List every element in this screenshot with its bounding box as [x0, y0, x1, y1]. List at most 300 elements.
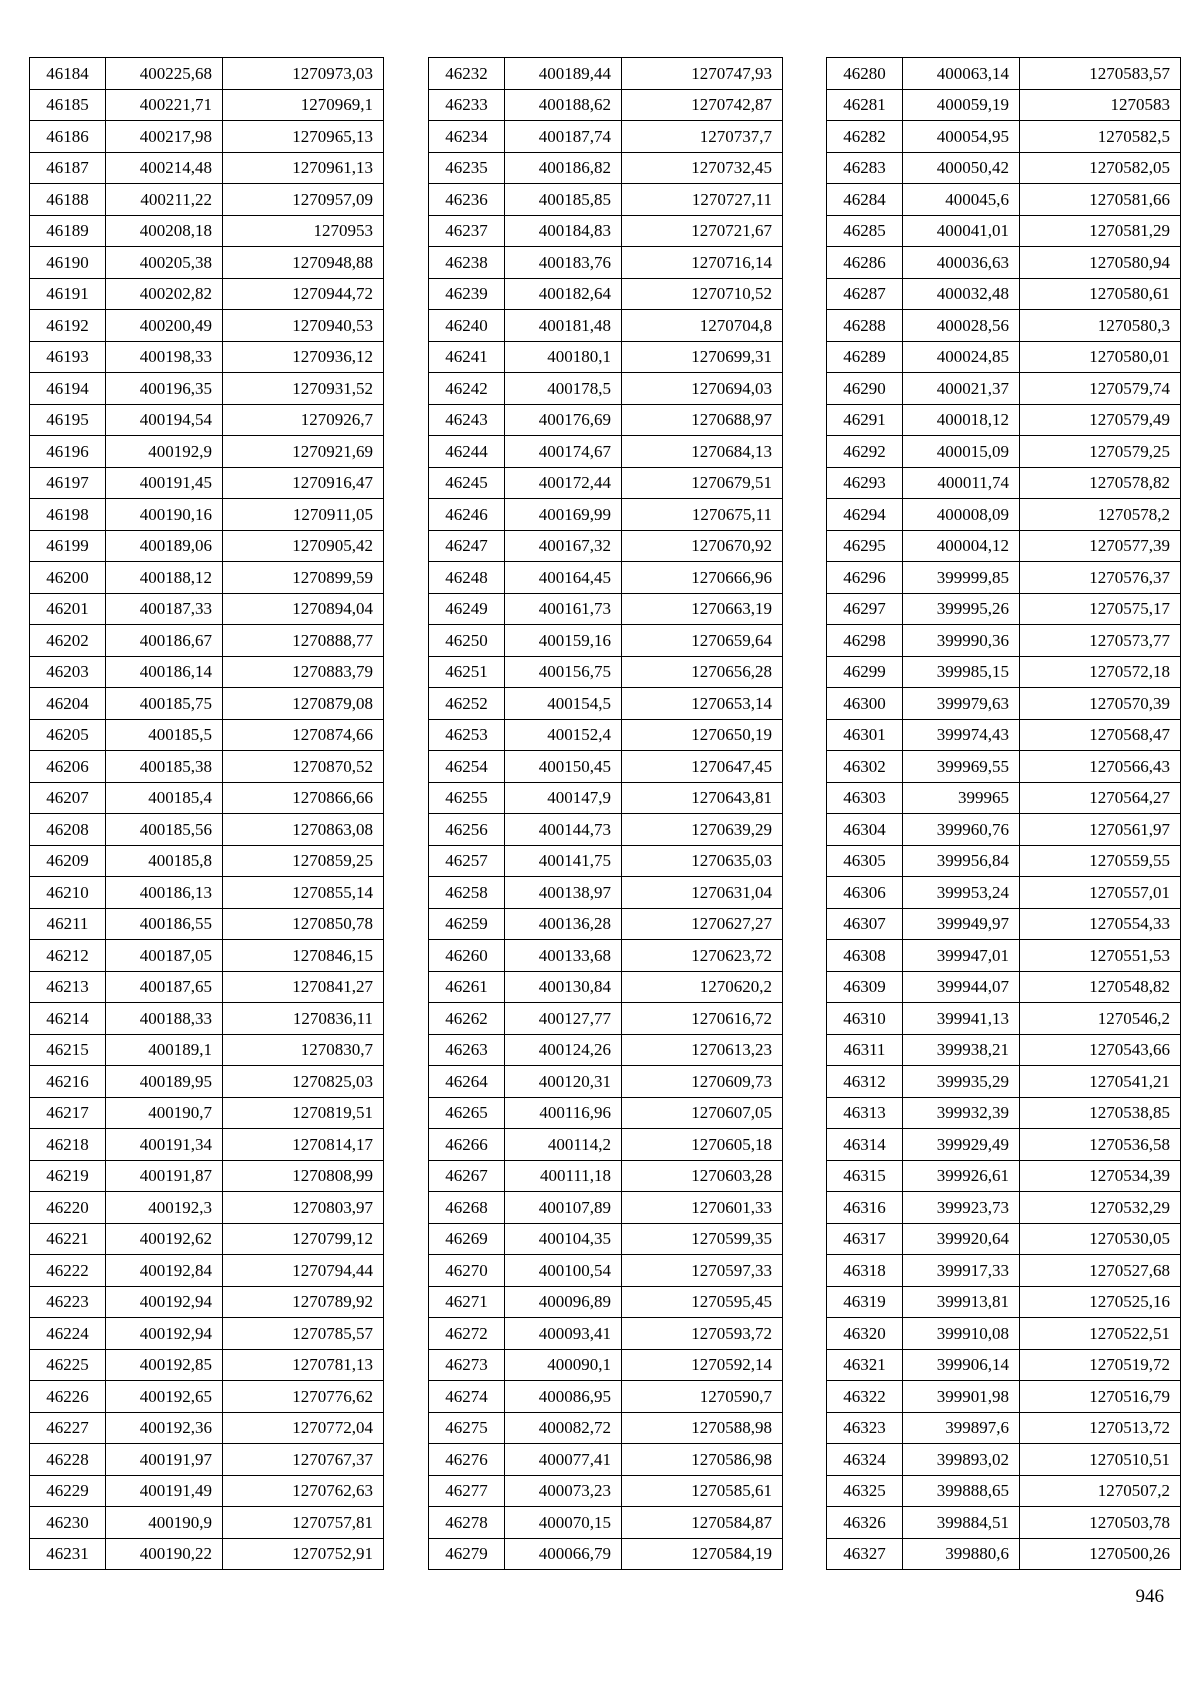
point-number: 46209 — [30, 845, 106, 877]
y-coordinate: 1270620,2 — [622, 971, 783, 1003]
y-coordinate: 1270727,11 — [622, 184, 783, 216]
point-number: 46275 — [429, 1412, 505, 1444]
table-row — [827, 247, 1181, 279]
point-number: 46238 — [429, 247, 505, 279]
y-coordinate: 1270647,45 — [622, 751, 783, 783]
table-row — [429, 782, 783, 814]
y-coordinate: 1270684,13 — [622, 436, 783, 468]
table-row — [429, 1412, 783, 1444]
y-coordinate: 1270752,91 — [223, 1538, 384, 1570]
x-coordinate: 400185,75 — [106, 688, 223, 720]
y-coordinate: 1270538,85 — [1020, 1097, 1181, 1129]
point-number: 46324 — [827, 1444, 903, 1476]
table-row — [827, 1475, 1181, 1507]
table-row — [30, 1255, 384, 1287]
table-row — [429, 530, 783, 562]
y-coordinate: 1270582,5 — [1020, 121, 1181, 153]
x-coordinate: 400130,84 — [505, 971, 622, 1003]
x-coordinate: 400184,83 — [505, 215, 622, 247]
coordinate-table-1 — [29, 57, 384, 1570]
point-number: 46229 — [30, 1475, 106, 1507]
y-coordinate: 1270874,66 — [223, 719, 384, 751]
y-coordinate: 1270516,79 — [1020, 1381, 1181, 1413]
y-coordinate: 1270888,77 — [223, 625, 384, 657]
y-coordinate: 1270525,16 — [1020, 1286, 1181, 1318]
table-row — [429, 1192, 783, 1224]
y-coordinate: 1270905,42 — [223, 530, 384, 562]
point-number: 46217 — [30, 1097, 106, 1129]
x-coordinate: 400185,8 — [106, 845, 223, 877]
point-number: 46287 — [827, 278, 903, 310]
y-coordinate: 1270584,87 — [622, 1507, 783, 1539]
x-coordinate: 399906,14 — [903, 1349, 1020, 1381]
point-number: 46198 — [30, 499, 106, 531]
y-coordinate: 1270609,73 — [622, 1066, 783, 1098]
point-number: 46239 — [429, 278, 505, 310]
table-row — [827, 341, 1181, 373]
point-number: 46295 — [827, 530, 903, 562]
point-number: 46257 — [429, 845, 505, 877]
x-coordinate: 400063,14 — [903, 58, 1020, 90]
point-number: 46188 — [30, 184, 106, 216]
table-row — [30, 310, 384, 342]
x-coordinate: 399893,02 — [903, 1444, 1020, 1476]
point-number: 46226 — [30, 1381, 106, 1413]
point-number: 46197 — [30, 467, 106, 499]
table-row — [30, 1097, 384, 1129]
y-coordinate: 1270863,08 — [223, 814, 384, 846]
point-number: 46304 — [827, 814, 903, 846]
table-row — [429, 1349, 783, 1381]
coordinate-table-2 — [428, 57, 783, 1570]
x-coordinate: 399956,84 — [903, 845, 1020, 877]
y-coordinate: 1270579,74 — [1020, 373, 1181, 405]
x-coordinate: 399969,55 — [903, 751, 1020, 783]
table-row — [429, 467, 783, 499]
table-row — [827, 1066, 1181, 1098]
table-row — [429, 1286, 783, 1318]
point-number: 46230 — [30, 1507, 106, 1539]
x-coordinate: 400183,76 — [505, 247, 622, 279]
x-coordinate: 400186,14 — [106, 656, 223, 688]
point-number: 46216 — [30, 1066, 106, 1098]
y-coordinate: 1270599,35 — [622, 1223, 783, 1255]
table-row — [429, 152, 783, 184]
x-coordinate: 400144,73 — [505, 814, 622, 846]
point-number: 46241 — [429, 341, 505, 373]
table-row — [429, 310, 783, 342]
x-coordinate: 400059,19 — [903, 89, 1020, 121]
y-coordinate: 1270627,27 — [622, 908, 783, 940]
table-row — [827, 121, 1181, 153]
x-coordinate: 400181,48 — [505, 310, 622, 342]
table-row — [429, 1507, 783, 1539]
table-row — [30, 89, 384, 121]
x-coordinate: 400188,62 — [505, 89, 622, 121]
y-coordinate: 1270894,04 — [223, 593, 384, 625]
point-number: 46220 — [30, 1192, 106, 1224]
y-coordinate: 1270762,63 — [223, 1475, 384, 1507]
point-number: 46227 — [30, 1412, 106, 1444]
y-coordinate: 1270789,92 — [223, 1286, 384, 1318]
y-coordinate: 1270536,58 — [1020, 1129, 1181, 1161]
point-number: 46314 — [827, 1129, 903, 1161]
y-coordinate: 1270578,2 — [1020, 499, 1181, 531]
table-row — [429, 1034, 783, 1066]
table-row — [827, 1381, 1181, 1413]
table-row — [429, 436, 783, 468]
point-number: 46313 — [827, 1097, 903, 1129]
y-coordinate: 1270772,04 — [223, 1412, 384, 1444]
y-coordinate: 1270879,08 — [223, 688, 384, 720]
x-coordinate: 400192,3 — [106, 1192, 223, 1224]
x-coordinate: 400192,65 — [106, 1381, 223, 1413]
point-number: 46195 — [30, 404, 106, 436]
y-coordinate: 1270580,94 — [1020, 247, 1181, 279]
point-number: 46191 — [30, 278, 106, 310]
y-coordinate: 1270675,11 — [622, 499, 783, 531]
y-coordinate: 1270522,51 — [1020, 1318, 1181, 1350]
point-number: 46214 — [30, 1003, 106, 1035]
x-coordinate: 399947,01 — [903, 940, 1020, 972]
x-coordinate: 400167,32 — [505, 530, 622, 562]
table-row — [827, 1349, 1181, 1381]
x-coordinate: 400188,33 — [106, 1003, 223, 1035]
y-coordinate: 1270969,1 — [223, 89, 384, 121]
x-coordinate: 400187,74 — [505, 121, 622, 153]
x-coordinate: 399888,65 — [903, 1475, 1020, 1507]
table-row — [429, 1003, 783, 1035]
y-coordinate: 1270566,43 — [1020, 751, 1181, 783]
point-number: 46319 — [827, 1286, 903, 1318]
y-coordinate: 1270870,52 — [223, 751, 384, 783]
x-coordinate: 399920,64 — [903, 1223, 1020, 1255]
y-coordinate: 1270597,33 — [622, 1255, 783, 1287]
table-row — [30, 1507, 384, 1539]
y-coordinate: 1270554,33 — [1020, 908, 1181, 940]
x-coordinate: 400189,44 — [505, 58, 622, 90]
table-row — [827, 1507, 1181, 1539]
table-row — [30, 1381, 384, 1413]
x-coordinate: 400186,67 — [106, 625, 223, 657]
y-coordinate: 1270585,61 — [622, 1475, 783, 1507]
point-number: 46300 — [827, 688, 903, 720]
y-coordinate: 1270679,51 — [622, 467, 783, 499]
table-row — [827, 1160, 1181, 1192]
y-coordinate: 1270911,05 — [223, 499, 384, 531]
x-coordinate: 400141,75 — [505, 845, 622, 877]
table-row — [429, 1160, 783, 1192]
y-coordinate: 1270607,05 — [622, 1097, 783, 1129]
x-coordinate: 399974,43 — [903, 719, 1020, 751]
point-number: 46234 — [429, 121, 505, 153]
point-number: 46213 — [30, 971, 106, 1003]
point-number: 46278 — [429, 1507, 505, 1539]
x-coordinate: 400202,82 — [106, 278, 223, 310]
x-coordinate: 400150,45 — [505, 751, 622, 783]
table-row — [827, 530, 1181, 562]
x-coordinate: 400070,15 — [505, 1507, 622, 1539]
x-coordinate: 399880,6 — [903, 1538, 1020, 1570]
y-coordinate: 1270688,97 — [622, 404, 783, 436]
table-row — [827, 845, 1181, 877]
x-coordinate: 400169,99 — [505, 499, 622, 531]
table-row — [30, 436, 384, 468]
table-row — [429, 688, 783, 720]
y-coordinate: 1270957,09 — [223, 184, 384, 216]
y-coordinate: 1270557,01 — [1020, 877, 1181, 909]
point-number: 46200 — [30, 562, 106, 594]
point-number: 46205 — [30, 719, 106, 751]
point-number: 46327 — [827, 1538, 903, 1570]
x-coordinate: 400178,5 — [505, 373, 622, 405]
table-row — [30, 656, 384, 688]
x-coordinate: 399999,85 — [903, 562, 1020, 594]
x-coordinate: 400161,73 — [505, 593, 622, 625]
point-number: 46207 — [30, 782, 106, 814]
table-row — [827, 625, 1181, 657]
y-coordinate: 1270931,52 — [223, 373, 384, 405]
point-number: 46272 — [429, 1318, 505, 1350]
table-row — [30, 625, 384, 657]
x-coordinate: 400189,95 — [106, 1066, 223, 1098]
point-number: 46310 — [827, 1003, 903, 1035]
table-row — [827, 499, 1181, 531]
table-row — [30, 688, 384, 720]
x-coordinate: 400032,48 — [903, 278, 1020, 310]
x-coordinate: 400036,63 — [903, 247, 1020, 279]
y-coordinate: 1270507,2 — [1020, 1475, 1181, 1507]
table-row — [429, 1318, 783, 1350]
table-row — [429, 1475, 783, 1507]
point-number: 46192 — [30, 310, 106, 342]
x-coordinate: 400100,54 — [505, 1255, 622, 1287]
table-row — [429, 58, 783, 90]
table-row — [30, 1192, 384, 1224]
y-coordinate: 1270577,39 — [1020, 530, 1181, 562]
table-row — [827, 310, 1181, 342]
table-row — [30, 121, 384, 153]
table-row — [30, 1286, 384, 1318]
point-number: 46254 — [429, 751, 505, 783]
y-coordinate: 1270846,15 — [223, 940, 384, 972]
point-number: 46260 — [429, 940, 505, 972]
x-coordinate: 399897,6 — [903, 1412, 1020, 1444]
point-number: 46259 — [429, 908, 505, 940]
y-coordinate: 1270656,28 — [622, 656, 783, 688]
point-number: 46267 — [429, 1160, 505, 1192]
x-coordinate: 400189,06 — [106, 530, 223, 562]
y-coordinate: 1270532,29 — [1020, 1192, 1181, 1224]
x-coordinate: 400186,55 — [106, 908, 223, 940]
point-number: 46277 — [429, 1475, 505, 1507]
y-coordinate: 1270953 — [223, 215, 384, 247]
table-row — [827, 1318, 1181, 1350]
x-coordinate: 400114,2 — [505, 1129, 622, 1161]
x-coordinate: 400192,85 — [106, 1349, 223, 1381]
table-row — [30, 908, 384, 940]
x-coordinate: 400176,69 — [505, 404, 622, 436]
point-number: 46232 — [429, 58, 505, 90]
x-coordinate: 400200,49 — [106, 310, 223, 342]
point-number: 46256 — [429, 814, 505, 846]
y-coordinate: 1270575,17 — [1020, 593, 1181, 625]
y-coordinate: 1270530,05 — [1020, 1223, 1181, 1255]
point-number: 46242 — [429, 373, 505, 405]
y-coordinate: 1270670,92 — [622, 530, 783, 562]
table-row — [30, 845, 384, 877]
x-coordinate: 400147,9 — [505, 782, 622, 814]
table-row — [827, 1097, 1181, 1129]
point-number: 46233 — [429, 89, 505, 121]
table-row — [827, 467, 1181, 499]
point-number: 46222 — [30, 1255, 106, 1287]
y-coordinate: 1270583,57 — [1020, 58, 1181, 90]
y-coordinate: 1270576,37 — [1020, 562, 1181, 594]
x-coordinate: 399935,29 — [903, 1066, 1020, 1098]
point-number: 46293 — [827, 467, 903, 499]
y-coordinate: 1270926,7 — [223, 404, 384, 436]
y-coordinate: 1270659,64 — [622, 625, 783, 657]
table-row — [827, 751, 1181, 783]
y-coordinate: 1270973,03 — [223, 58, 384, 90]
table-row — [827, 1444, 1181, 1476]
table-row — [30, 184, 384, 216]
y-coordinate: 1270534,39 — [1020, 1160, 1181, 1192]
x-coordinate: 400191,45 — [106, 467, 223, 499]
table-row — [30, 373, 384, 405]
y-coordinate: 1270590,7 — [622, 1381, 783, 1413]
point-number: 46290 — [827, 373, 903, 405]
table-row — [827, 278, 1181, 310]
point-number: 46219 — [30, 1160, 106, 1192]
point-number: 46307 — [827, 908, 903, 940]
y-coordinate: 1270543,66 — [1020, 1034, 1181, 1066]
x-coordinate: 400192,84 — [106, 1255, 223, 1287]
x-coordinate: 400187,05 — [106, 940, 223, 972]
point-number: 46186 — [30, 121, 106, 153]
table-row — [30, 1223, 384, 1255]
x-coordinate: 399929,49 — [903, 1129, 1020, 1161]
table-row — [429, 814, 783, 846]
point-number: 46201 — [30, 593, 106, 625]
point-number: 46228 — [30, 1444, 106, 1476]
table-row — [30, 1444, 384, 1476]
table-row — [30, 1003, 384, 1035]
point-number: 46250 — [429, 625, 505, 657]
y-coordinate: 1270814,17 — [223, 1129, 384, 1161]
point-number: 46258 — [429, 877, 505, 909]
y-coordinate: 1270570,39 — [1020, 688, 1181, 720]
table-row — [30, 530, 384, 562]
point-number: 46306 — [827, 877, 903, 909]
y-coordinate: 1270588,98 — [622, 1412, 783, 1444]
y-coordinate: 1270601,33 — [622, 1192, 783, 1224]
x-coordinate: 400192,94 — [106, 1286, 223, 1318]
y-coordinate: 1270513,72 — [1020, 1412, 1181, 1444]
table-row — [827, 877, 1181, 909]
y-coordinate: 1270573,77 — [1020, 625, 1181, 657]
x-coordinate: 400120,31 — [505, 1066, 622, 1098]
point-number: 46270 — [429, 1255, 505, 1287]
x-coordinate: 400180,1 — [505, 341, 622, 373]
y-coordinate: 1270803,97 — [223, 1192, 384, 1224]
y-coordinate: 1270593,72 — [622, 1318, 783, 1350]
y-coordinate: 1270639,29 — [622, 814, 783, 846]
x-coordinate: 399913,81 — [903, 1286, 1020, 1318]
point-number: 46266 — [429, 1129, 505, 1161]
y-coordinate: 1270580,01 — [1020, 341, 1181, 373]
point-number: 46263 — [429, 1034, 505, 1066]
point-number: 46302 — [827, 751, 903, 783]
table-row — [827, 971, 1181, 1003]
point-number: 46245 — [429, 467, 505, 499]
x-coordinate: 400159,16 — [505, 625, 622, 657]
x-coordinate: 400050,42 — [903, 152, 1020, 184]
point-number: 46282 — [827, 121, 903, 153]
y-coordinate: 1270785,57 — [223, 1318, 384, 1350]
point-number: 46221 — [30, 1223, 106, 1255]
y-coordinate: 1270859,25 — [223, 845, 384, 877]
y-coordinate: 1270559,55 — [1020, 845, 1181, 877]
point-number: 46276 — [429, 1444, 505, 1476]
y-coordinate: 1270503,78 — [1020, 1507, 1181, 1539]
y-coordinate: 1270546,2 — [1020, 1003, 1181, 1035]
x-coordinate: 400208,18 — [106, 215, 223, 247]
x-coordinate: 400096,89 — [505, 1286, 622, 1318]
x-coordinate: 400187,33 — [106, 593, 223, 625]
point-number: 46283 — [827, 152, 903, 184]
table-row — [429, 1097, 783, 1129]
point-number: 46285 — [827, 215, 903, 247]
x-coordinate: 400192,9 — [106, 436, 223, 468]
point-number: 46218 — [30, 1129, 106, 1161]
x-coordinate: 399884,51 — [903, 1507, 1020, 1539]
table-row — [429, 625, 783, 657]
point-number: 46312 — [827, 1066, 903, 1098]
table-row — [827, 1286, 1181, 1318]
table-row — [827, 1412, 1181, 1444]
y-coordinate: 1270605,18 — [622, 1129, 783, 1161]
x-coordinate: 399926,61 — [903, 1160, 1020, 1192]
point-number: 46225 — [30, 1349, 106, 1381]
x-coordinate: 400225,68 — [106, 58, 223, 90]
y-coordinate: 1270732,45 — [622, 152, 783, 184]
x-coordinate: 400073,23 — [505, 1475, 622, 1507]
point-number: 46281 — [827, 89, 903, 121]
table-row — [827, 184, 1181, 216]
table-row — [827, 562, 1181, 594]
point-number: 46274 — [429, 1381, 505, 1413]
table-row — [827, 373, 1181, 405]
x-coordinate: 400191,87 — [106, 1160, 223, 1192]
point-number: 46235 — [429, 152, 505, 184]
x-coordinate: 399910,08 — [903, 1318, 1020, 1350]
point-number: 46244 — [429, 436, 505, 468]
x-coordinate: 400185,38 — [106, 751, 223, 783]
table-row — [30, 877, 384, 909]
table-row — [429, 1538, 783, 1570]
point-number: 46301 — [827, 719, 903, 751]
point-number: 46321 — [827, 1349, 903, 1381]
y-coordinate: 1270572,18 — [1020, 656, 1181, 688]
table-row — [827, 688, 1181, 720]
y-coordinate: 1270721,67 — [622, 215, 783, 247]
table-row — [429, 562, 783, 594]
x-coordinate: 400011,74 — [903, 467, 1020, 499]
table-row — [30, 940, 384, 972]
y-coordinate: 1270616,72 — [622, 1003, 783, 1035]
